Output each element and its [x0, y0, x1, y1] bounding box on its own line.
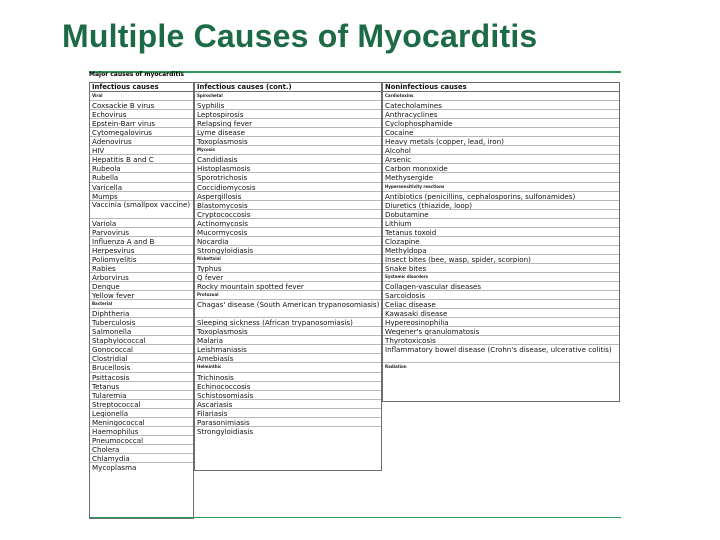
cause-item: Catecholamines: [383, 101, 619, 110]
category-label: Helminthic: [195, 363, 381, 372]
cause-item: Cyclophosphamide: [383, 119, 619, 128]
cause-item: Collagen-vascular diseases: [383, 282, 619, 291]
cause-item: Actinomycosis: [195, 219, 381, 228]
category-label: Rickettsial: [195, 255, 381, 264]
cause-item: Methysergide: [383, 173, 619, 182]
table-caption: Major causes of myocarditis: [89, 71, 184, 78]
cause-item: Echovirus: [90, 110, 193, 119]
cause-item: Brucellosis: [90, 363, 193, 372]
cause-item: Chagas' disease (South American trypanosomiasis): [195, 300, 381, 318]
cause-item: Toxoplasmosis: [195, 137, 381, 146]
category-label: Viral: [90, 92, 193, 101]
cause-item: Strongyloidiasis: [197, 426, 254, 436]
cause-item: Tularemia: [90, 391, 193, 400]
cause-item: Cytomegalovirus: [90, 128, 193, 137]
cause-item: Snake bites: [383, 264, 619, 273]
slide-title: Multiple Causes of Myocarditis: [62, 18, 538, 54]
cause-item: Psittacosis: [90, 373, 193, 382]
cause-item: Anthracyclines: [383, 110, 619, 119]
category-label: Systemic disorders: [383, 273, 619, 282]
cause-item: Dobutamine: [383, 210, 619, 219]
cause-item: Heavy metals (copper, lead, iron): [383, 137, 619, 146]
cause-item: Cocaine: [383, 128, 619, 137]
cause-item: Diuretics (thiazide, loop): [383, 201, 619, 210]
cause-item: Tetanus: [90, 382, 193, 391]
cause-item: Blastomycosis: [195, 201, 381, 210]
cause-item: Nocardia: [195, 237, 381, 246]
cause-item: Leptospirosis: [195, 110, 381, 119]
cause-item: Adenovirus: [90, 137, 193, 146]
cause-item: Clozapine: [383, 237, 619, 246]
cause-item: Yellow fever: [90, 291, 193, 300]
cause-item: Q fever: [195, 273, 381, 282]
cause-item: Sarcoidosis: [383, 291, 619, 300]
cause-item: Inflammatory bowel disease (Crohn's disease, ulcerative colitis): [383, 345, 619, 363]
cause-item: Kawasaki disease: [383, 309, 619, 318]
cause-item: Gonococcal: [90, 345, 193, 354]
cause-item: Insect bites (bee, wasp, spider, scorpion): [383, 255, 619, 264]
cause-item: Lyme disease: [195, 128, 381, 137]
cause-item: Strongyloidiasis: [195, 246, 381, 255]
cause-item: Mumps: [90, 192, 193, 201]
cause-item: Typhus: [195, 264, 381, 273]
cause-item: Rocky mountain spotted fever: [195, 282, 381, 291]
cause-item: Clostridial: [90, 354, 193, 363]
category-label: Radiation: [385, 364, 407, 370]
cause-item: Thyrotoxicosis: [383, 336, 619, 345]
cause-item: Legionella: [90, 409, 193, 418]
category-label: Protozoal: [195, 291, 381, 300]
cause-item: Wegener's granulomatosis: [383, 327, 619, 336]
cause-item: Methyldopa: [383, 246, 619, 255]
cause-item: Coccidiomycosis: [195, 183, 381, 192]
cause-item: Rabies: [90, 264, 193, 273]
cause-item: Filariasis: [195, 409, 381, 418]
cause-item: Trichinosis: [195, 373, 381, 382]
cause-item: Echinococcosis: [195, 382, 381, 391]
cause-item: Arborvirus: [90, 273, 193, 282]
cause-item: Parasonimiasis: [195, 418, 381, 427]
cause-item: Mucormycosis: [195, 228, 381, 237]
cause-item: Cholera: [90, 445, 193, 454]
cause-item: Cryptococcosis: [195, 210, 381, 219]
cause-item: Malaria: [195, 336, 381, 345]
cause-item: Schistosomiasis: [195, 391, 381, 400]
cause-item: Carbon monoxide: [383, 164, 619, 173]
cause-item: Staphylococcal: [90, 336, 193, 345]
cause-item: Arsenic: [383, 155, 619, 164]
cause-item: Antibiotics (penicillins, cephalosporins, sulfonamides): [383, 192, 619, 201]
cause-item: Mycoplasma: [92, 462, 137, 472]
column-header: Noninfectious causes: [383, 83, 619, 92]
cause-item: Epstein-Barr virus: [90, 119, 193, 128]
column-noninfectious-causes: [382, 82, 620, 402]
cause-item: Sleeping sickness (African trypanosomiasis): [195, 318, 381, 327]
cause-item: Candidiasis: [195, 155, 381, 164]
cause-item: HIV: [90, 146, 193, 155]
cause-item: Coxsackie B virus: [90, 101, 193, 110]
cause-item: Chlamydia: [90, 454, 193, 463]
cause-item: Tuberculosis: [90, 318, 193, 327]
cause-item: Hypereosinophilia: [383, 318, 619, 327]
column-header: Infectious causes: [90, 83, 193, 92]
cause-item: Streptococcal: [90, 400, 193, 409]
cause-item: Hepatitis B and C: [90, 155, 193, 164]
cause-item: Parvovirus: [90, 228, 193, 237]
cause-item: Tetanus toxoid: [383, 228, 619, 237]
cause-item: Herpesvirus: [90, 246, 193, 255]
category-label: Mycosis: [195, 146, 381, 155]
category-label: Cardiotoxins: [383, 92, 619, 101]
cause-item: Varicella: [90, 183, 193, 192]
cause-item: Sporotrichosis: [195, 173, 381, 182]
cause-item: Salmonella: [90, 327, 193, 336]
table-bottom-rule: [89, 517, 621, 518]
column-infectious-causes-cont: [194, 82, 382, 471]
cause-item: Influenza A and B: [90, 237, 193, 246]
cause-item: Pneumococcal: [90, 436, 193, 445]
cause-item: Vaccinia (smallpox vaccine): [90, 201, 193, 219]
cause-item: Ascariasis: [195, 400, 381, 409]
cause-item: Amebiasis: [195, 354, 381, 363]
cause-item: Relapsing fever: [195, 119, 381, 128]
cause-item: Lithium: [383, 219, 619, 228]
cause-item: Dengue: [90, 282, 193, 291]
cause-item: Toxoplasmosis: [195, 327, 381, 336]
cause-item: Meningococcal: [90, 418, 193, 427]
cause-item: Diphtheria: [90, 309, 193, 318]
category-label: Spirochetal: [195, 92, 381, 101]
column-header: Infectious causes (cont.): [195, 83, 381, 92]
category-label: Bacterial: [90, 300, 193, 309]
cause-item: Variola: [90, 219, 193, 228]
cause-item: Syphilis: [195, 101, 381, 110]
cause-item: Poliomyelitis: [90, 255, 193, 264]
cause-item: Alcohol: [383, 146, 619, 155]
category-label: Hypersensitivity reactions: [383, 183, 619, 192]
cause-item: Histoplasmosis: [195, 164, 381, 173]
cause-item: Rubeola: [90, 164, 193, 173]
column-infectious-causes: [89, 82, 194, 519]
cause-item: Rubella: [90, 173, 193, 182]
cause-item: Celiac disease: [383, 300, 619, 309]
cause-item: Leishmaniasis: [195, 345, 381, 354]
cause-item: Haemophilus: [90, 427, 193, 436]
cause-item: Aspergillosis: [195, 192, 381, 201]
